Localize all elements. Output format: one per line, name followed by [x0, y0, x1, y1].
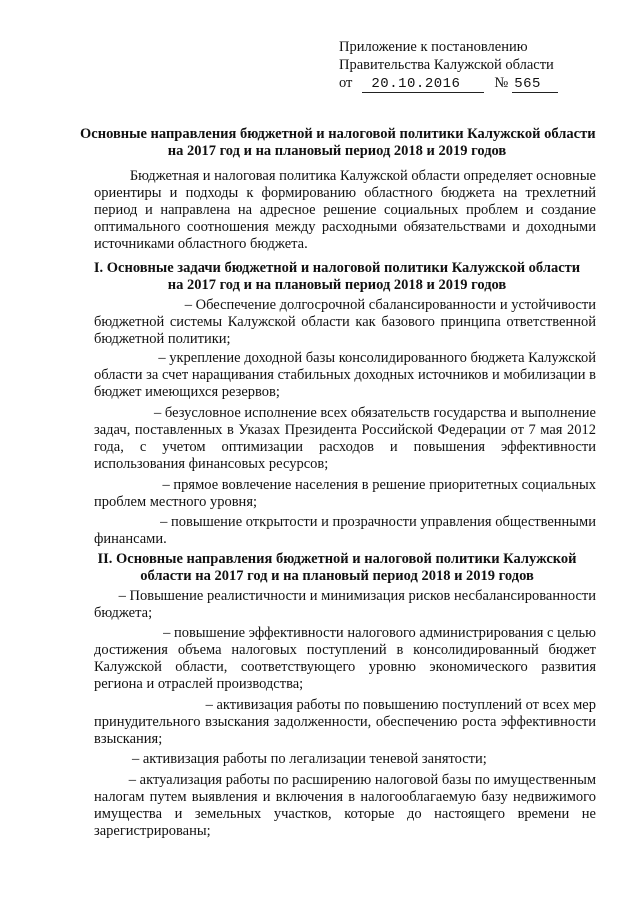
- paragraph-rest: области за счет наращивания стабильных доходных источников и мобилизации в бюджет имеющихся резервов;: [94, 367, 596, 400]
- attachment-header: [339, 38, 579, 93]
- paragraph-rest: налогам путем выявления и включения в налогооблагаемую базу недвижимого имущества и земельных участков, которые до настоящего времени не зарегистрированы;: [94, 789, 596, 839]
- paragraph-rest: проблем местного уровня;: [94, 494, 258, 510]
- attachment-date-row: [339, 74, 579, 93]
- paragraph-first-line: – прямое вовлечение населения в решение приоритетных социальных: [162, 477, 596, 493]
- paragraph-rest: финансами.: [94, 531, 167, 547]
- number-label: №: [494, 75, 509, 91]
- section-1-heading: [80, 260, 594, 294]
- intro-paragraph: [94, 168, 596, 253]
- paragraph-rest: бюджета;: [94, 605, 153, 621]
- document-title: [80, 126, 594, 160]
- section-2-heading-line-2: области на 2017 год и на плановый период 2018 и 2019 годов: [140, 568, 534, 584]
- paragraph-first-line: – актуализация работы по расширению налоговой базы по имущественным: [128, 772, 596, 788]
- section-2-item: [94, 625, 596, 693]
- section-1-heading-line-2: на 2017 год и на плановый период 2018 и 2019 годов: [167, 277, 507, 293]
- section-2-item: [94, 772, 596, 840]
- section-2-heading-line-1: II. Основные направления бюджетной и налоговой политики Калужской: [97, 551, 577, 567]
- paragraph-first-line: Бюджетная и налоговая политика Калужской области определяет основные: [129, 168, 596, 184]
- section-2-heading: [80, 551, 594, 585]
- paragraph-first-line: – повышение открытости и прозрачности управления общественными: [160, 514, 596, 530]
- paragraph-rest: достижения объема налоговых поступлений в консолидированный бюджет Калужской области, соответствующего уровню экономического развития региона и отраслей производства;: [94, 642, 596, 692]
- section-1-item: [94, 477, 596, 511]
- paragraph-first-line: – укрепление доходной базы консолидированного бюджета Калужской: [158, 350, 596, 366]
- paragraph-first-line: – активизация работы по повышению поступлений от всех мер: [205, 697, 596, 713]
- document-title-line-2: на 2017 год и на плановый период 2018 и 2019 годов: [167, 143, 507, 159]
- paragraph-first-line: – повышение эффективности налогового администрирования с целью: [163, 625, 596, 641]
- paragraph-rest: принудительного взыскания задолженности, обеспечению роста эффективности взыскания;: [94, 714, 596, 747]
- section-1-item: [94, 514, 596, 548]
- paragraph-rest: бюджетной системы Калужской области как базового принципа ответственной бюджетной политики;: [94, 314, 596, 347]
- section-1-heading-line-1: I. Основные задачи бюджетной и налоговой политики Калужской области: [93, 260, 581, 276]
- section-1-item: [94, 297, 596, 348]
- attachment-line-2: Правительства Калужской области: [339, 57, 554, 73]
- paragraph-first-line: – безусловное исполнение всех обязательств государства и выполнение: [154, 405, 596, 421]
- paragraph-first-line: – активизация работы по легализации теневой занятости;: [132, 751, 487, 767]
- paragraph-rest: ориентиры и подходы к формированию областного бюджета на трехлетний период и направлена на адресное решение социальных проблем и создание оптимального соотношения между расходными обязательствами и доходными источниками областного бюджета.: [94, 185, 596, 252]
- section-2-item: [94, 697, 596, 748]
- paragraph-first-line: – Обеспечение долгосрочной сбалансированности и устойчивости: [184, 297, 596, 313]
- section-2-item: [94, 751, 596, 768]
- decree-number: 565: [512, 77, 558, 93]
- paragraph-first-line: – Повышение реалистичности и минимизация рисков несбалансированности: [118, 588, 596, 604]
- from-label: от: [339, 75, 353, 91]
- section-2-item: [94, 588, 596, 622]
- attachment-line-1: Приложение к постановлению: [339, 39, 528, 55]
- paragraph-rest: задач, поставленных в Указах Президента Российской Федерации от 7 мая 2012 года, с учетом оптимизации расходов и повышения эффективности использования финансовых ресурсов;: [94, 422, 596, 472]
- section-1-item: [94, 350, 596, 401]
- decree-date: 20.10.2016: [362, 77, 484, 93]
- document-title-line-1: Основные направления бюджетной и налоговой политики Калужской области: [80, 126, 596, 142]
- section-1-item: [94, 405, 596, 473]
